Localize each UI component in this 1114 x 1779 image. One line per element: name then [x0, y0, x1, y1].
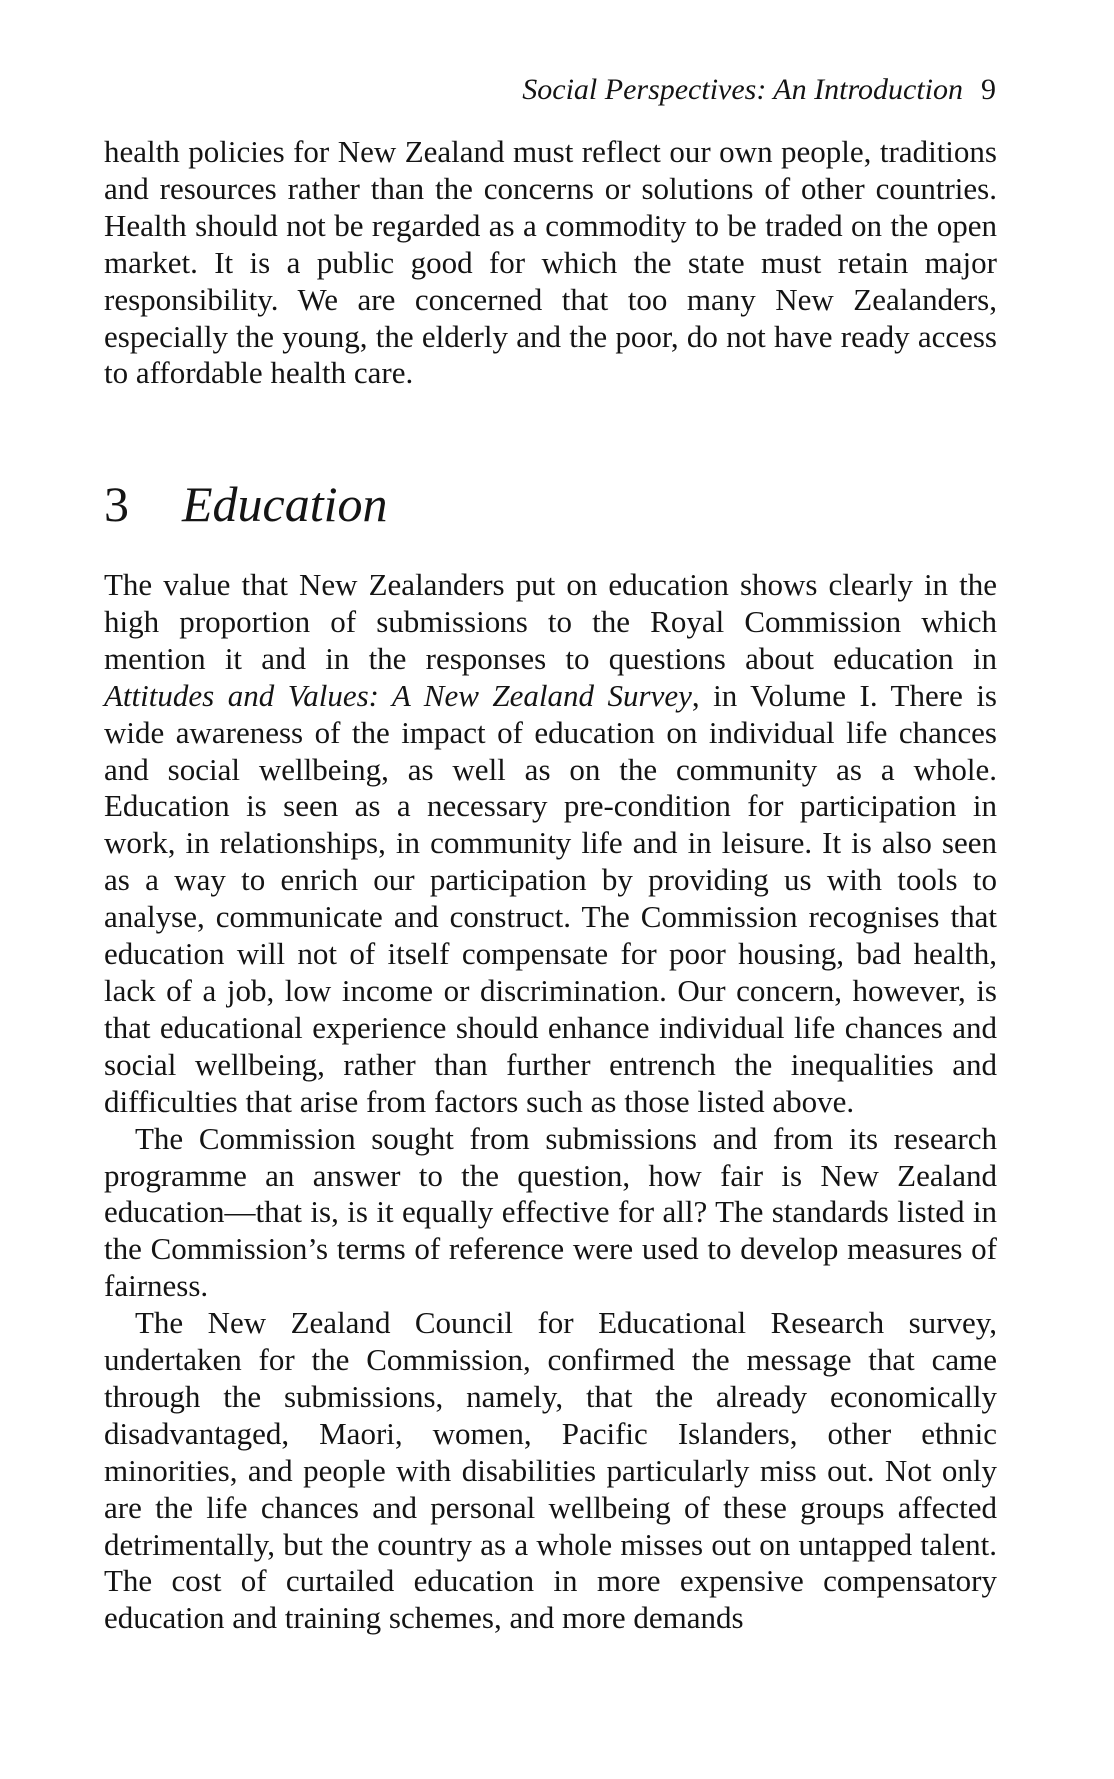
education-text-block: [104, 567, 997, 1637]
continued-text-block: [104, 134, 997, 392]
section-heading: [104, 474, 388, 534]
cited-work-title: Attitudes and Values: A New Zealand Survey: [104, 677, 692, 713]
paragraph-text: The value that New Zealanders put on education shows clearly in the high proportion of submissions to the Royal Commission which mention it and in the responses to questions about education in: [104, 567, 997, 676]
section-title: Education: [182, 476, 388, 532]
paragraph-nzcer-survey: The New Zealand Council for Educational Research survey, undertaken for the Commission, confirmed the message that came through the submissions, namely, that the already economically disadvantaged, Maori, women, Pacific Islanders, other ethnic minorities, and people with disabilities particularly miss out. Not only are the life chances and personal wellbeing of these groups affected detrimentally, but the country as a whole misses out on untapped talent. The cost of curtailed education in more expensive compensatory education and training schemes, and more demands: [104, 1305, 997, 1636]
paragraph-value-of-education: [104, 567, 997, 1121]
page-number: 9: [981, 73, 996, 106]
running-header-title: Social Perspectives: An Introduction: [522, 73, 963, 106]
paragraph-fairness-question: The Commission sought from submissions and from its research programme an answer to the question, how fair is New Zealand education—that is, is it equally effective for all? The standards listed in the Commission’s terms of reference were used to develop measures of fairness.: [104, 1120, 997, 1304]
section-number: 3: [104, 476, 129, 532]
paragraph-text: , in Volume I. There is wide awareness of the impact of education on individual life chances and social wellbeing, as well as on the community as a whole. Education is seen as a necessary pre-condition for participation in work, in relationships, in community life and in leisure. It is also seen as a way to enrich our participation by providing us with tools to analyse, communicate and construct. The Commission recognises that education will not of itself compensate for poor housing, bad health, lack of a job, low income or discrimination. Our concern, however, is that educational experience should enhance individual life chances and social wellbeing, rather than further entrench the inequalities and difficulties that arise from factors such as those listed above.: [104, 677, 997, 1119]
running-header: [522, 72, 996, 108]
paragraph-health-policies: health policies for New Zealand must reflect our own people, traditions and resources rather than the concerns or solutions of other countries. Health should not be regarded as a commodity to be traded on the open market. It is a public good for which the state must retain major responsibility. We are concerned that too many New Zealanders, especially the young, the elderly and the poor, do not have ready access to affordable health care.: [104, 134, 997, 391]
